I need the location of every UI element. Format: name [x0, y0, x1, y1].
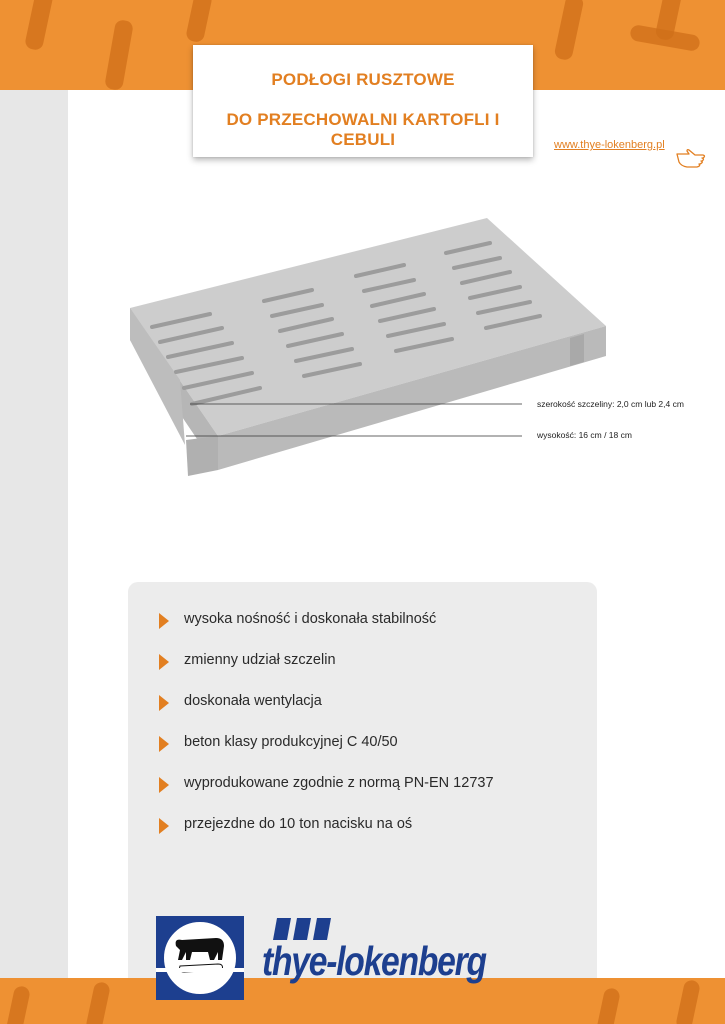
triangle-bullet-icon	[159, 818, 169, 834]
triangle-bullet-icon	[159, 736, 169, 752]
page-title-line-2: DO PRZECHOWALNI KARTOFLI I CEBULI	[226, 110, 500, 149]
triangle-bullet-icon	[159, 777, 169, 793]
triangle-bullet-icon	[159, 613, 169, 629]
list-item	[128, 816, 597, 836]
website-link[interactable]: www.thye-lokenberg.pl	[554, 139, 665, 151]
triangle-bullet-icon	[159, 695, 169, 711]
brand-bars-icon	[273, 918, 333, 940]
slot-width-spec: szerokość szczeliny: 2,0 cm lub 2,4 cm	[537, 399, 684, 409]
feature-text: beton klasy produkcyjnej C 40/50	[184, 734, 398, 750]
list-item	[128, 734, 597, 754]
height-spec: wysokość: 16 cm / 18 cm	[537, 430, 632, 440]
feature-text: zmienny udział szczelin	[184, 652, 336, 668]
list-item	[128, 693, 597, 713]
list-item	[128, 775, 597, 795]
feature-text: przejezdne do 10 ton nacisku na oś	[184, 816, 413, 832]
feature-text: wysoka nośność i doskonała stabilność	[184, 611, 437, 627]
feature-text: wyprodukowane zgodnie z normą PN-EN 12737	[184, 775, 494, 791]
brand-wordmark: thye-lokenberg	[262, 938, 486, 984]
list-item	[128, 652, 597, 672]
company-logo-emblem	[156, 916, 244, 1000]
triangle-bullet-icon	[159, 654, 169, 670]
page-title-line-1: PODŁOGI RUSZTOWE	[271, 70, 455, 89]
feature-text: doskonała wentylacja	[184, 693, 322, 709]
list-item	[128, 611, 597, 631]
